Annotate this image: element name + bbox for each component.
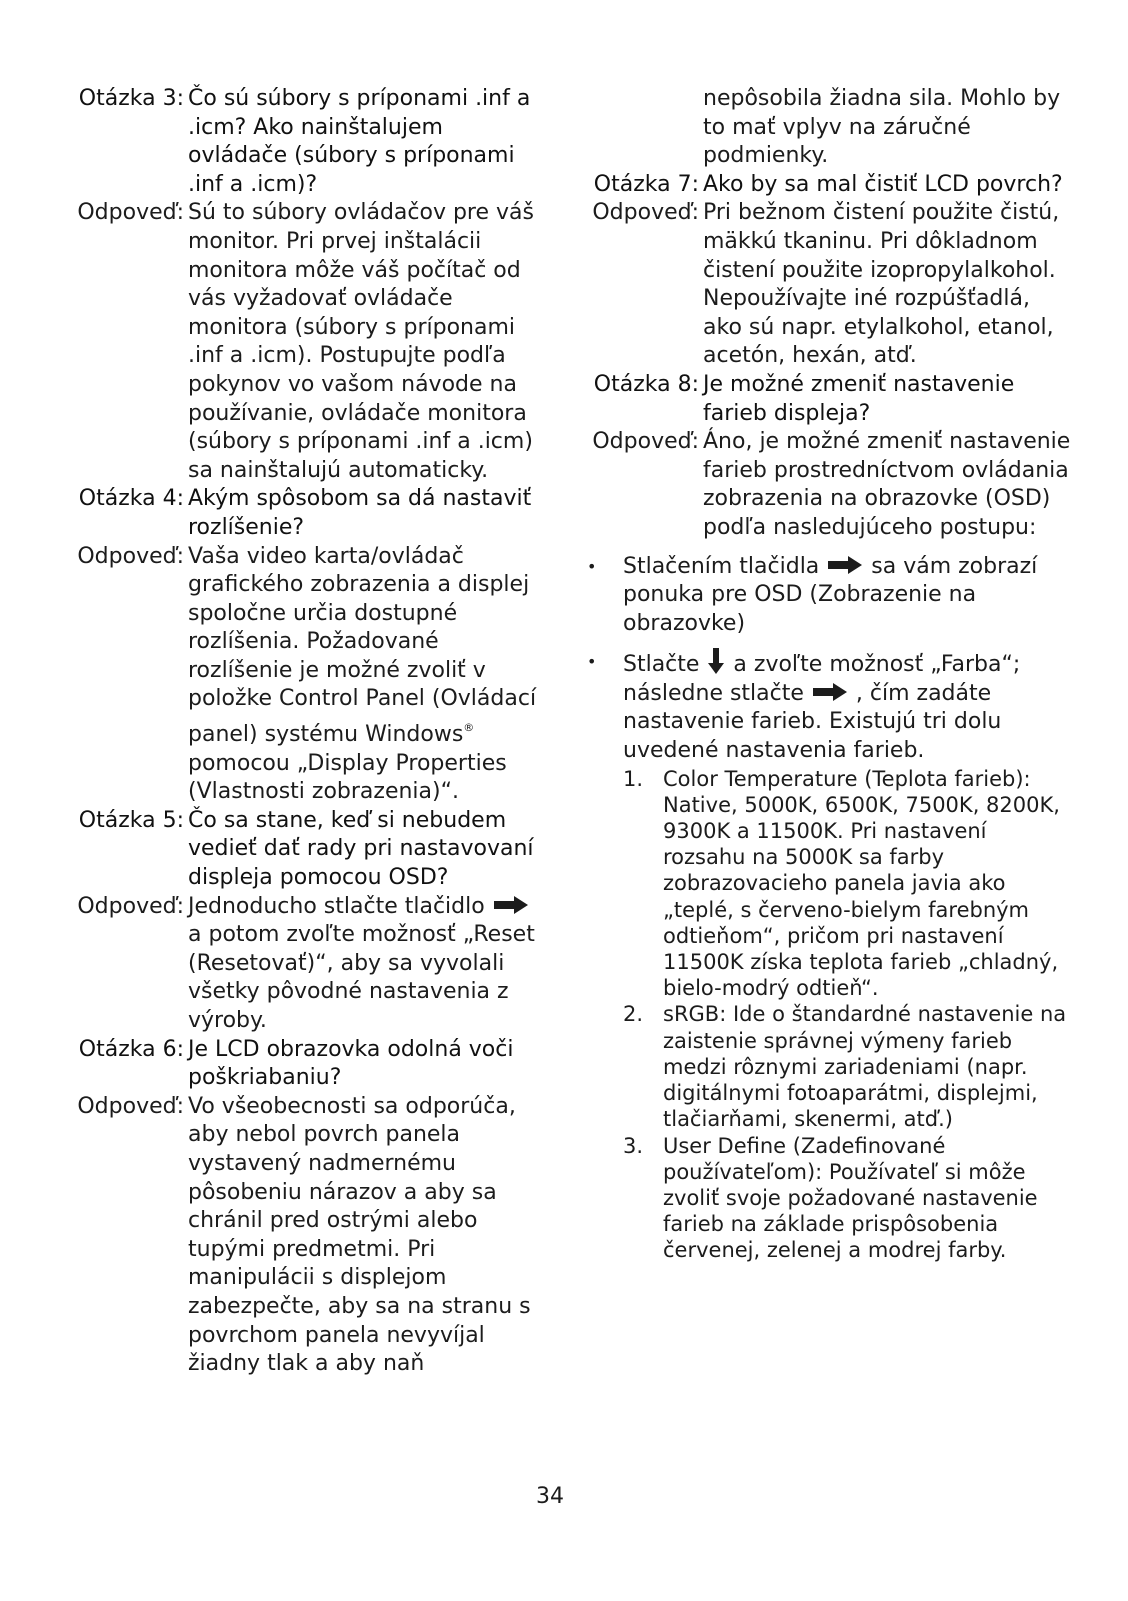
list-item bbox=[623, 766, 1075, 1002]
question-label: Otázka 5: bbox=[78, 807, 184, 833]
bullet-text-part: sa vám zobrazí ponuka pre OSD (Zobrazenie na obrazovke) bbox=[623, 553, 1038, 636]
question-6 bbox=[70, 1036, 540, 1093]
list-item-text: User Define (Zadefinované používateľom): Používateľ si môže zvoliť svoje požadované nastavenie farieb na základe prispôsobenia červenej, zelenej a modrej farby. bbox=[663, 1133, 1038, 1263]
answer-5 bbox=[70, 893, 540, 1036]
question-label: Otázka 7: bbox=[593, 171, 699, 197]
question-4 bbox=[70, 485, 540, 542]
question-text: Je LCD obrazovka odolná voči poškriabaniu? bbox=[188, 1036, 514, 1091]
list-item-text: sRGB: Ide o štandardné nastavenie na zaistenie správnej výmeny farieb medzi rôznymi zariadeniami (napr. digitálnymi fotoaparátmi, displejmi, tlačiarňami, skenermi, atď.) bbox=[663, 1002, 1067, 1132]
list-item bbox=[623, 1001, 1075, 1132]
answer-6-continued: nepôsobila žiadna sila. Mohlo by to mať vplyv na záručné podmienky. bbox=[703, 86, 1061, 169]
list-item-number: 1. bbox=[623, 766, 644, 791]
list-item-text: Color Temperature (Teplota farieb): Native, 5000K, 6500K, 7500K, 8200K, 9300K a 11500K. Pri nastavení rozsahu na 5000K sa farby zobrazovacieho panela javia ako „teplé, s červeno-bielym farebným odtieňom“, pričom pri nastavení 11500K získa teplota farieb „chladný, bielo-modrý odtieň“. bbox=[663, 766, 1060, 1001]
answer-text-part: Jednoducho stlačte tlačidlo bbox=[188, 893, 492, 919]
question-label: Otázka 4: bbox=[78, 486, 184, 512]
answer-text: Vo všeobecnosti sa odporúča, aby nebol povrch panela vystavený nadmernému pôsobeniu nárazov a aby sa chránil pred ostrými alebo tupými predmetmi. Pri manipulácii s displejom zabezpečte, aby sa na stranu s povrchom panela nevyvíjal žiadny tlak a aby naň bbox=[188, 1093, 531, 1377]
bullet-icon: • bbox=[587, 556, 597, 576]
bullet-item bbox=[585, 648, 1075, 765]
answer-4 bbox=[70, 543, 540, 807]
right-column bbox=[585, 85, 1075, 1264]
answer-text bbox=[188, 543, 540, 807]
bullet-icon: • bbox=[587, 652, 597, 672]
bullet-text bbox=[623, 553, 1075, 639]
answer-label: Odpoveď: bbox=[77, 893, 184, 919]
registered-mark: ® bbox=[463, 721, 475, 735]
question-label: Otázka 8: bbox=[593, 371, 699, 397]
list-item-number: 3. bbox=[623, 1133, 644, 1158]
question-text: Ako by sa mal čistiť LCD povrch? bbox=[703, 171, 1063, 197]
question-text: Akým spôsobom sa dá nastaviť rozlíšenie? bbox=[188, 486, 532, 540]
question-text: Je možné zmeniť nastavenie farieb displeja? bbox=[703, 371, 1015, 426]
question-5 bbox=[70, 807, 540, 893]
right-arrow-icon bbox=[828, 556, 862, 574]
answer-text-part: pomocou „Display Properties (Vlastnosti zobrazenia)“. bbox=[188, 750, 507, 805]
answer-label: Odpoveď: bbox=[77, 1093, 184, 1119]
answer-label: Odpoveď: bbox=[77, 543, 184, 569]
bullet-item bbox=[585, 553, 1075, 639]
question-text: Čo sa stane, keď si nebudem vedieť dať rady pri nastavovaní displeja pomocou OSD? bbox=[188, 807, 534, 891]
answer-text bbox=[188, 893, 540, 1036]
question-7 bbox=[585, 171, 1075, 200]
bullet-text-part: , čím zadáte nastavenie farieb. Existujú tri dolu uvedené nastavenia farieb. bbox=[623, 680, 1002, 764]
list-item-number: 2. bbox=[623, 1002, 644, 1027]
page-number: 34 bbox=[536, 1484, 564, 1509]
right-arrow-icon bbox=[813, 683, 847, 701]
answer-7 bbox=[585, 199, 1075, 371]
answer-6 bbox=[70, 1093, 540, 1379]
question-8 bbox=[585, 371, 1075, 428]
bullet-text-part: a zvoľte možnosť „Farba“; následne stlačte bbox=[623, 652, 1021, 706]
right-arrow-icon bbox=[494, 896, 528, 914]
answer-label: Odpoveď: bbox=[592, 200, 699, 226]
answer-label: Odpoveď: bbox=[592, 429, 699, 455]
answer-text-part: a potom zvoľte možnosť „Reset (Resetovať)“, aby sa vyvolali všetky pôvodné nastavenia z výroby. bbox=[188, 922, 535, 1033]
left-column bbox=[70, 85, 540, 1379]
answer-label: Odpoveď: bbox=[77, 200, 184, 226]
question-text: Čo sú súbory s príponami .inf a .icm? Ako nainštalujem ovládače (súbory s príponami .inf a .icm)? bbox=[188, 86, 531, 197]
question-3 bbox=[70, 85, 540, 199]
bullet-text bbox=[623, 648, 1075, 765]
bullet-text-part: Stlačením tlačidla bbox=[623, 553, 827, 579]
answer-text: Pri bežnom čistení použite čistú, mäkkú tkaninu. Pri dôkladnom čistení použite izopropylalkohol. Nepoužívajte iné rozpúšťadlá, ako sú napr. etylalkohol, etanol, acetón, hexán, atď. bbox=[703, 200, 1060, 369]
down-arrow-icon bbox=[708, 648, 724, 674]
answer-8 bbox=[585, 428, 1075, 542]
question-label: Otázka 6: bbox=[78, 1036, 184, 1062]
question-label: Otázka 3: bbox=[78, 86, 184, 111]
list-item bbox=[623, 1133, 1075, 1264]
bullet-text-part: Stlačte bbox=[623, 652, 707, 678]
answer-text: Áno, je možné zmeniť nastavenie farieb prostredníctvom ovládania zobrazenia na obrazovke (OSD) podľa nasledujúceho postupu: bbox=[703, 429, 1071, 540]
answer-3 bbox=[70, 199, 540, 485]
answer-text-part: Vaša video karta/ovládač grafického zobrazenia a displej spoločne určia dostupné rozlíšenia. Požadované rozlíšenie je možné zvoliť v položke Control Panel (Ovládací panel) systému Windows bbox=[188, 543, 537, 748]
answer-text: Sú to súbory ovládačov pre váš monitor. Pri prvej inštalácii monitora môže váš počítač od vás vyžadovať ovládače monitora (súbory s príponami .inf a .icm). Postupujte podľa pokynov vo vašom návode na používanie, ovládače monitora (súbory s príponami .inf a .icm) sa nainštalujú automaticky. bbox=[188, 200, 534, 483]
